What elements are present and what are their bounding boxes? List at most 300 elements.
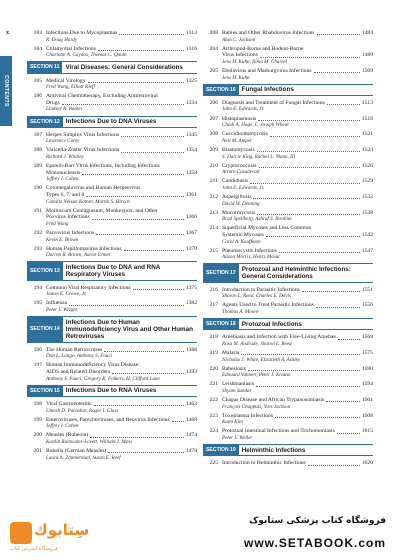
toc-column-left	[27, 30, 197, 464]
toc-entry[interactable]	[27, 417, 197, 430]
chapter-authors: Chadi A. Hage, L. Joseph Wheat	[222, 122, 289, 129]
chapter-title: Medical Virology	[46, 77, 86, 84]
page-reference: 1509	[361, 67, 373, 74]
section-header	[203, 318, 373, 330]
chapter-title-continued: Virus Infections	[222, 52, 258, 59]
chapter-title: Rubella (German Measles)	[46, 447, 107, 454]
chapter-authors: Kaitlin Rainwater-Lovett, William J. Moss	[46, 438, 133, 445]
page-reference: 1474	[185, 432, 197, 439]
toc-entry[interactable]	[203, 68, 373, 81]
toc-entry[interactable]	[27, 132, 197, 145]
toc-entry-line	[203, 68, 373, 75]
side-tab-label: CONTENTS	[3, 75, 9, 107]
chapter-title: Arthropod-Borne and Rodent-Borne	[222, 45, 304, 52]
toc-entry-line	[46, 192, 197, 199]
chapter-title-continued: Systemic Mycoses	[222, 231, 264, 238]
toc-entry[interactable]	[203, 46, 373, 65]
chapter-title: Ebolavirus and Marburgvirus Infections	[222, 67, 312, 74]
page-reference: 1484	[361, 30, 373, 36]
toc-entry[interactable]	[27, 347, 197, 360]
section-header	[203, 444, 373, 456]
leader-dots	[257, 214, 360, 215]
chapter-title: Introduction to Helminthic Infections	[222, 460, 306, 467]
toc-column-right	[203, 30, 373, 470]
leader-dots	[92, 219, 184, 220]
section-title: Protozoal and Helminthic Infections: General Considerations	[241, 265, 351, 281]
toc-entry-line	[27, 185, 197, 192]
leader-dots	[133, 289, 184, 290]
toc-entry-line	[27, 230, 197, 237]
page-number: x	[6, 30, 9, 36]
chapter-title: The Human Retroviruses	[46, 346, 103, 353]
chapter-authors: Jens H. Kuhn, Ilima M. Charrel	[222, 58, 287, 65]
section-header	[27, 61, 197, 73]
leader-dots	[248, 370, 360, 371]
toc-entry[interactable]	[27, 401, 197, 414]
section-badge: SECTION 11	[27, 62, 62, 72]
page-reference: 1334	[185, 99, 197, 106]
chapter-number: 209	[209, 146, 218, 153]
toc-entry[interactable]	[203, 178, 373, 191]
page-reference: 1590	[361, 365, 373, 372]
chapter-authors: Dan L. Longo, Anthony S. Fauci	[46, 353, 113, 360]
chapter-number: 219	[209, 350, 218, 356]
chapter-authors: Fred Wang, Elliott Kieff	[46, 84, 95, 91]
leader-dots	[279, 252, 360, 253]
toc-entry[interactable]	[203, 302, 373, 315]
toc-entry[interactable]	[203, 225, 373, 244]
leader-dots	[88, 82, 184, 83]
toc-entry[interactable]	[203, 210, 373, 223]
chapter-number: 190	[33, 185, 42, 192]
leader-dots	[94, 405, 184, 406]
page-reference: 1608	[361, 412, 373, 419]
toc-entry[interactable]	[203, 334, 373, 347]
section-title: Infections Due to DNA and RNA Respiratory Viruses	[65, 263, 161, 279]
section-header	[27, 261, 197, 280]
leader-dots	[266, 236, 360, 237]
chapter-authors: S. Darcie King, Rachel L. Nkam, III	[222, 153, 296, 160]
toc-entry-line	[222, 232, 373, 239]
chapter-authors: Sharon L. Reed, Charles E. Davis	[222, 293, 291, 300]
chapter-authors: Brad Spellberg, Ashraf S. Ibrahim	[222, 216, 292, 223]
chapter-authors: Jeffrey I. Cohen	[46, 176, 79, 183]
chapter-title: Herpes Simplex Virus Infections	[46, 131, 120, 138]
toc-entry-line	[203, 302, 373, 309]
chapter-title: Varicella-Zoster Virus Infections	[46, 147, 120, 154]
toc-entry-line	[203, 397, 373, 404]
section-badge: SECTION 13	[27, 262, 63, 279]
chapter-title: Antiviral Chemotherapy, Excluding Antiretroviral	[46, 93, 158, 100]
toc-entry-line	[46, 369, 197, 376]
page-reference: 1513	[361, 99, 373, 106]
leader-dots	[302, 291, 360, 292]
page-reference: 1568	[361, 334, 373, 341]
leader-dots	[172, 421, 184, 422]
chapter-authors: Peter F. Wright	[46, 307, 78, 314]
chapter-number: 199	[33, 416, 42, 423]
section-title: Helminthic Infections	[241, 446, 306, 454]
chapter-number: 201	[33, 447, 42, 454]
chapter-number: 224	[209, 428, 218, 435]
page-reference: 1547	[361, 247, 373, 254]
leader-dots	[112, 373, 184, 374]
leader-dots	[316, 307, 360, 308]
chapter-authors: Anthony S. Fauci, Gregory K. Folkers, H. Clifford Lane	[46, 375, 160, 382]
page-reference: 1468	[185, 416, 197, 423]
toc-entry[interactable]	[27, 93, 197, 112]
chapter-title: Introduction to Parasitic Infections	[222, 286, 300, 293]
page-reference: 1370	[185, 245, 197, 252]
toc-entry-line	[27, 46, 197, 53]
chapter-authors: Kami Kim	[222, 419, 243, 426]
chapter-authors: Shyam Sundar	[222, 387, 252, 394]
chapter-authors: Laura A. Zimmerman, Susan E. Reef	[46, 454, 121, 461]
leader-dots	[121, 152, 184, 153]
chapter-number: 213	[209, 209, 218, 216]
toc-entry-line	[203, 413, 373, 420]
toc-entry[interactable]	[27, 300, 197, 313]
chapter-number: 184	[33, 45, 42, 52]
publisher-footer	[0, 510, 400, 560]
toc-entry[interactable]	[27, 46, 197, 59]
chapter-number: 186	[33, 93, 42, 100]
chapter-authors: Edouard Vannier, Peter J. Krause	[222, 372, 291, 379]
chapter-number: 212	[209, 193, 218, 200]
toc-entry[interactable]	[203, 287, 373, 300]
chapter-number: 217	[209, 302, 218, 309]
leader-dots	[108, 452, 184, 453]
page-reference: 1375	[185, 284, 197, 291]
leader-dots	[338, 339, 360, 340]
toc-entry[interactable]	[27, 285, 197, 298]
section-title: Infections Due to Human Immunodeficiency Virus and Other Human Retroviruses	[65, 318, 193, 341]
chapter-authors: Rosa M. Andrade, Sharon L. Reed	[222, 340, 292, 347]
chapter-title: Blastomycosis	[222, 146, 255, 153]
page-reference: 1489	[361, 52, 373, 59]
toc-entry-line	[203, 350, 373, 357]
toc-entry[interactable]	[203, 194, 373, 207]
toc-entry-line	[27, 401, 197, 408]
chapter-number: 223	[209, 412, 218, 419]
logo-mark-icon	[10, 522, 32, 544]
chapter-title: Mucormycosis	[222, 209, 256, 216]
chapter-number: 193	[33, 245, 42, 252]
leader-dots	[69, 305, 184, 306]
chapter-authors: Camille Nelson Kotton, Martin S. Hirsch	[46, 198, 130, 205]
chapter-title: Parvovirus Infections	[46, 229, 95, 236]
chapter-authors: Alan C. Jackson	[222, 36, 256, 43]
toc-entry[interactable]	[203, 248, 373, 261]
chapter-authors: Thomas A. Moore	[222, 309, 259, 316]
chapter-authors: James E. Crowe, Jr.	[46, 291, 87, 298]
chapter-number: 225	[209, 460, 218, 467]
chapter-number: 204	[209, 45, 218, 52]
chapter-title: Measles (Rubeola)	[46, 432, 89, 439]
page-reference: 1532	[361, 193, 373, 200]
toc-entry-line	[27, 285, 197, 292]
toc-entry-line	[27, 163, 197, 170]
section-title: Infections Due to DNA Viruses	[65, 118, 157, 126]
page-reference: 1354	[185, 147, 197, 154]
chapter-authors: Kevin E. Brown	[46, 236, 79, 243]
chapter-title-continued: AIDS and Related Disorders	[46, 369, 111, 376]
toc-entry-line	[27, 300, 197, 307]
section-header	[27, 116, 197, 128]
chapter-number: 210	[209, 162, 218, 169]
toc-entry[interactable]	[27, 78, 197, 91]
toc-entry-line	[203, 248, 373, 255]
toc-entry-line	[203, 194, 373, 201]
toc-entry[interactable]	[203, 116, 373, 129]
toc-entry-line	[27, 362, 197, 369]
page-reference: 1313	[185, 30, 197, 36]
chapter-number: 187	[33, 131, 42, 138]
toc-entry-line	[203, 163, 373, 170]
page-reference: 1366	[185, 214, 197, 221]
leader-dots	[256, 386, 360, 387]
toc-entry[interactable]	[27, 30, 197, 43]
toc-entry[interactable]	[27, 147, 197, 160]
chapter-authors: Lawrence Corey	[46, 138, 80, 145]
toc-entry[interactable]	[27, 163, 197, 182]
toc-entry-line	[27, 147, 197, 154]
toc-entry-line	[203, 287, 373, 294]
chapter-number: 191	[33, 207, 42, 214]
page-reference: 1526	[361, 162, 373, 169]
leader-dots	[241, 354, 359, 355]
chapter-title: Human Papillomavirus Infections	[46, 245, 122, 252]
leader-dots	[327, 104, 360, 105]
page-reference: 1551	[361, 286, 373, 293]
page-reference: 1538	[361, 209, 373, 216]
toc-entry[interactable]	[27, 362, 197, 381]
chapter-title: Diagnosis and Treatment of Fungal Infections	[222, 99, 325, 106]
toc-entry-line	[203, 100, 373, 107]
chapter-number: 196	[33, 346, 42, 353]
chapter-number: 222	[209, 397, 218, 404]
chapter-title: Superficial Mycoses and Less Common	[222, 225, 312, 232]
chapter-title: Chagas Disease and African Trypanosomiasis	[222, 397, 325, 404]
leader-dots	[260, 57, 360, 58]
toc-entry-line	[27, 132, 197, 139]
page-reference: 1556	[361, 302, 373, 309]
chapter-number: 206	[209, 99, 218, 106]
chapter-authors: R. Doug Hardy	[46, 36, 78, 43]
chapter-title: Histoplasmosis	[222, 115, 257, 122]
toc-entry-line	[203, 30, 373, 37]
section-badge: SECTION 18	[203, 319, 239, 329]
toc-entry[interactable]	[203, 30, 373, 43]
page-reference: 1393	[185, 369, 197, 376]
chapter-authors: Arturo Casadevall	[222, 169, 260, 176]
section-badge: SECTION 17	[203, 264, 239, 281]
section-title: Protozoal Infections	[241, 320, 302, 328]
chapter-number: 216	[209, 286, 218, 293]
leader-dots	[317, 34, 360, 35]
toc-entry[interactable]	[203, 147, 373, 160]
toc-entry-line	[203, 428, 373, 435]
logo-subtitle: فروشگاه اینترنتی کتاب	[10, 546, 58, 552]
page-reference: 1358	[185, 169, 197, 176]
chapter-number: 197	[33, 362, 42, 369]
leader-dots	[62, 104, 184, 105]
chapter-number: 205	[209, 67, 218, 74]
toc-entry[interactable]	[203, 460, 373, 467]
chapter-title: Common Viral Respiratory Infections	[46, 284, 131, 291]
chapter-title: Malaria	[222, 350, 240, 356]
section-title: Fungal Infections	[241, 86, 294, 94]
section-title: Viral Diseases: General Considerations	[65, 63, 183, 71]
page-reference: 1316	[185, 45, 197, 52]
section-header	[27, 316, 197, 343]
leader-dots	[121, 136, 184, 137]
leader-dots	[98, 50, 184, 51]
chapter-number: 194	[33, 284, 42, 291]
page-reference: 1361	[185, 192, 197, 198]
leader-dots	[270, 136, 360, 137]
page-reference: 1524	[361, 146, 373, 153]
toc-entry[interactable]	[203, 350, 373, 363]
chapter-number: 192	[33, 229, 42, 236]
toc-entry-line	[203, 366, 373, 373]
toc-entry[interactable]	[27, 432, 197, 445]
toc-entry[interactable]	[27, 185, 197, 204]
toc-entry-line	[27, 347, 197, 354]
toc-entry-line	[27, 448, 197, 455]
chapter-title: Coccidioidomycosis	[222, 131, 268, 138]
toc-entry[interactable]	[203, 366, 373, 379]
chapter-authors: Nicholas J. White, Elizabeth A. Ashley	[222, 356, 301, 363]
chapter-title: Aspergillosis	[222, 193, 252, 200]
chapter-authors: Charlotte A. Gaydos, Thomas C. Quinn	[46, 52, 127, 59]
leader-dots	[250, 183, 360, 184]
leader-dots	[90, 437, 184, 438]
leader-dots	[104, 351, 184, 352]
leader-dots	[326, 401, 360, 402]
chapter-authors: Jens H. Kuhn	[222, 74, 250, 81]
chapter-authors: François Chappuis, Yves Jackson	[222, 403, 291, 410]
chapter-title: Epstein-Barr Virus Infections, Including Infectious	[46, 163, 160, 170]
chapter-authors: Peter F. Weller	[222, 435, 253, 442]
page-reference: 1325	[185, 77, 197, 84]
chapter-title: Chlamydial Infections	[46, 45, 96, 52]
chapter-number: 211	[209, 178, 218, 185]
toc-entry-line	[27, 30, 197, 37]
chapter-number: 188	[33, 147, 42, 154]
toc-entry[interactable]	[27, 208, 197, 227]
toc-entry-line	[203, 178, 373, 185]
chapter-authors: Carol A. Kauffman	[222, 238, 261, 245]
section-badge: SECTION 15	[27, 386, 63, 396]
page-reference: 1601	[361, 397, 373, 404]
page-reference: 1388	[185, 346, 197, 353]
chapter-authors: Lindsey R. Baden	[46, 106, 82, 113]
chapter-authors: Fred Wang	[46, 220, 69, 227]
leader-dots	[259, 167, 360, 168]
chapter-number: 215	[209, 247, 218, 254]
setabook-logo	[10, 518, 90, 552]
toc-entry[interactable]	[203, 413, 373, 426]
chapter-number: 221	[209, 381, 218, 388]
toc-entry[interactable]	[203, 100, 373, 113]
section-header	[27, 385, 197, 397]
chapter-title: Protozoal Intestinal Infections and Trichomoniasis	[222, 428, 335, 435]
chapter-title: Pneumocystis Infections	[222, 247, 277, 254]
chapter-title: Influenza	[46, 300, 68, 307]
leader-dots	[257, 151, 360, 152]
chapter-number: 183	[33, 30, 42, 36]
toc-entry[interactable]	[27, 448, 197, 461]
page-reference: 1463	[185, 400, 197, 407]
leader-dots	[258, 120, 360, 121]
page-reference: 1367	[185, 229, 197, 236]
toc-entry-line	[203, 225, 373, 232]
chapter-title: Candidiasis	[222, 178, 249, 185]
toc-entry[interactable]	[203, 131, 373, 144]
section-badge: SECTION 12	[27, 117, 63, 127]
leader-dots	[82, 174, 184, 175]
chapter-title-continued: Mononucleosis	[46, 169, 81, 176]
chapter-number: 214	[209, 225, 218, 232]
chapter-number: 195	[33, 300, 42, 307]
store-name: فروشگاه کتاب پزشکی ستابوک	[249, 516, 386, 526]
toc-entry-line	[203, 131, 373, 138]
section-badge: SECTION 16	[203, 85, 239, 95]
chapter-title: Amebiasis and Infection with Free-Living Amebae	[222, 334, 336, 341]
toc-entry[interactable]	[203, 381, 373, 394]
chapter-number: 200	[33, 432, 42, 439]
leader-dots	[337, 433, 360, 434]
chapter-title: Leishmaniasis	[222, 381, 255, 388]
toc-entry[interactable]	[27, 246, 197, 259]
chapter-authors: Neil M. Ampel	[222, 137, 252, 144]
toc-entry-line	[222, 52, 373, 59]
website-link[interactable]: www.SETABOOK.com	[243, 536, 386, 550]
chapter-title: Rabies and Other Rhabdovirus Infections	[222, 30, 315, 36]
toc-entry-line	[46, 100, 197, 107]
toc-entry-line	[203, 116, 373, 123]
chapter-title: Babesiosis	[222, 365, 246, 372]
section-badge: SECTION 14	[27, 317, 63, 342]
toc-entry[interactable]	[203, 428, 373, 441]
chapter-title: Viral Gastroenteritis	[46, 400, 92, 407]
toc-entry[interactable]	[203, 163, 373, 176]
chapter-number: 208	[209, 131, 218, 138]
chapter-authors: John E. Edwards, Jr.	[222, 184, 265, 191]
chapter-title: Cytomegalovirus and Human Herpesvirus	[46, 185, 141, 192]
toc-entry-line	[203, 460, 373, 467]
page-reference: 1542	[361, 231, 373, 238]
contents-side-tab	[0, 56, 12, 126]
toc-entry-line	[27, 246, 197, 253]
chapter-title: Enteroviruses, Parechoviruses, and Reovirus Infections	[46, 416, 170, 423]
chapter-title: Cryptococcosis	[222, 162, 257, 169]
leader-dots	[119, 34, 184, 35]
page-reference: 1345	[185, 131, 197, 138]
chapter-title-continued: Drugs	[46, 99, 60, 106]
toc-entry[interactable]	[203, 397, 373, 410]
chapter-number: 189	[33, 163, 42, 170]
page-reference: 1521	[361, 131, 373, 138]
chapter-authors: David W. Denning	[222, 200, 260, 207]
page-reference: 1529	[361, 178, 373, 185]
page-reference: 1594	[361, 381, 373, 388]
section-title: Infections Due to RNA Viruses	[65, 387, 157, 395]
chapter-authors: John E. Edwards, Jr.	[222, 106, 265, 113]
toc-entry-line	[203, 381, 373, 388]
toc-entry[interactable]	[27, 230, 197, 243]
